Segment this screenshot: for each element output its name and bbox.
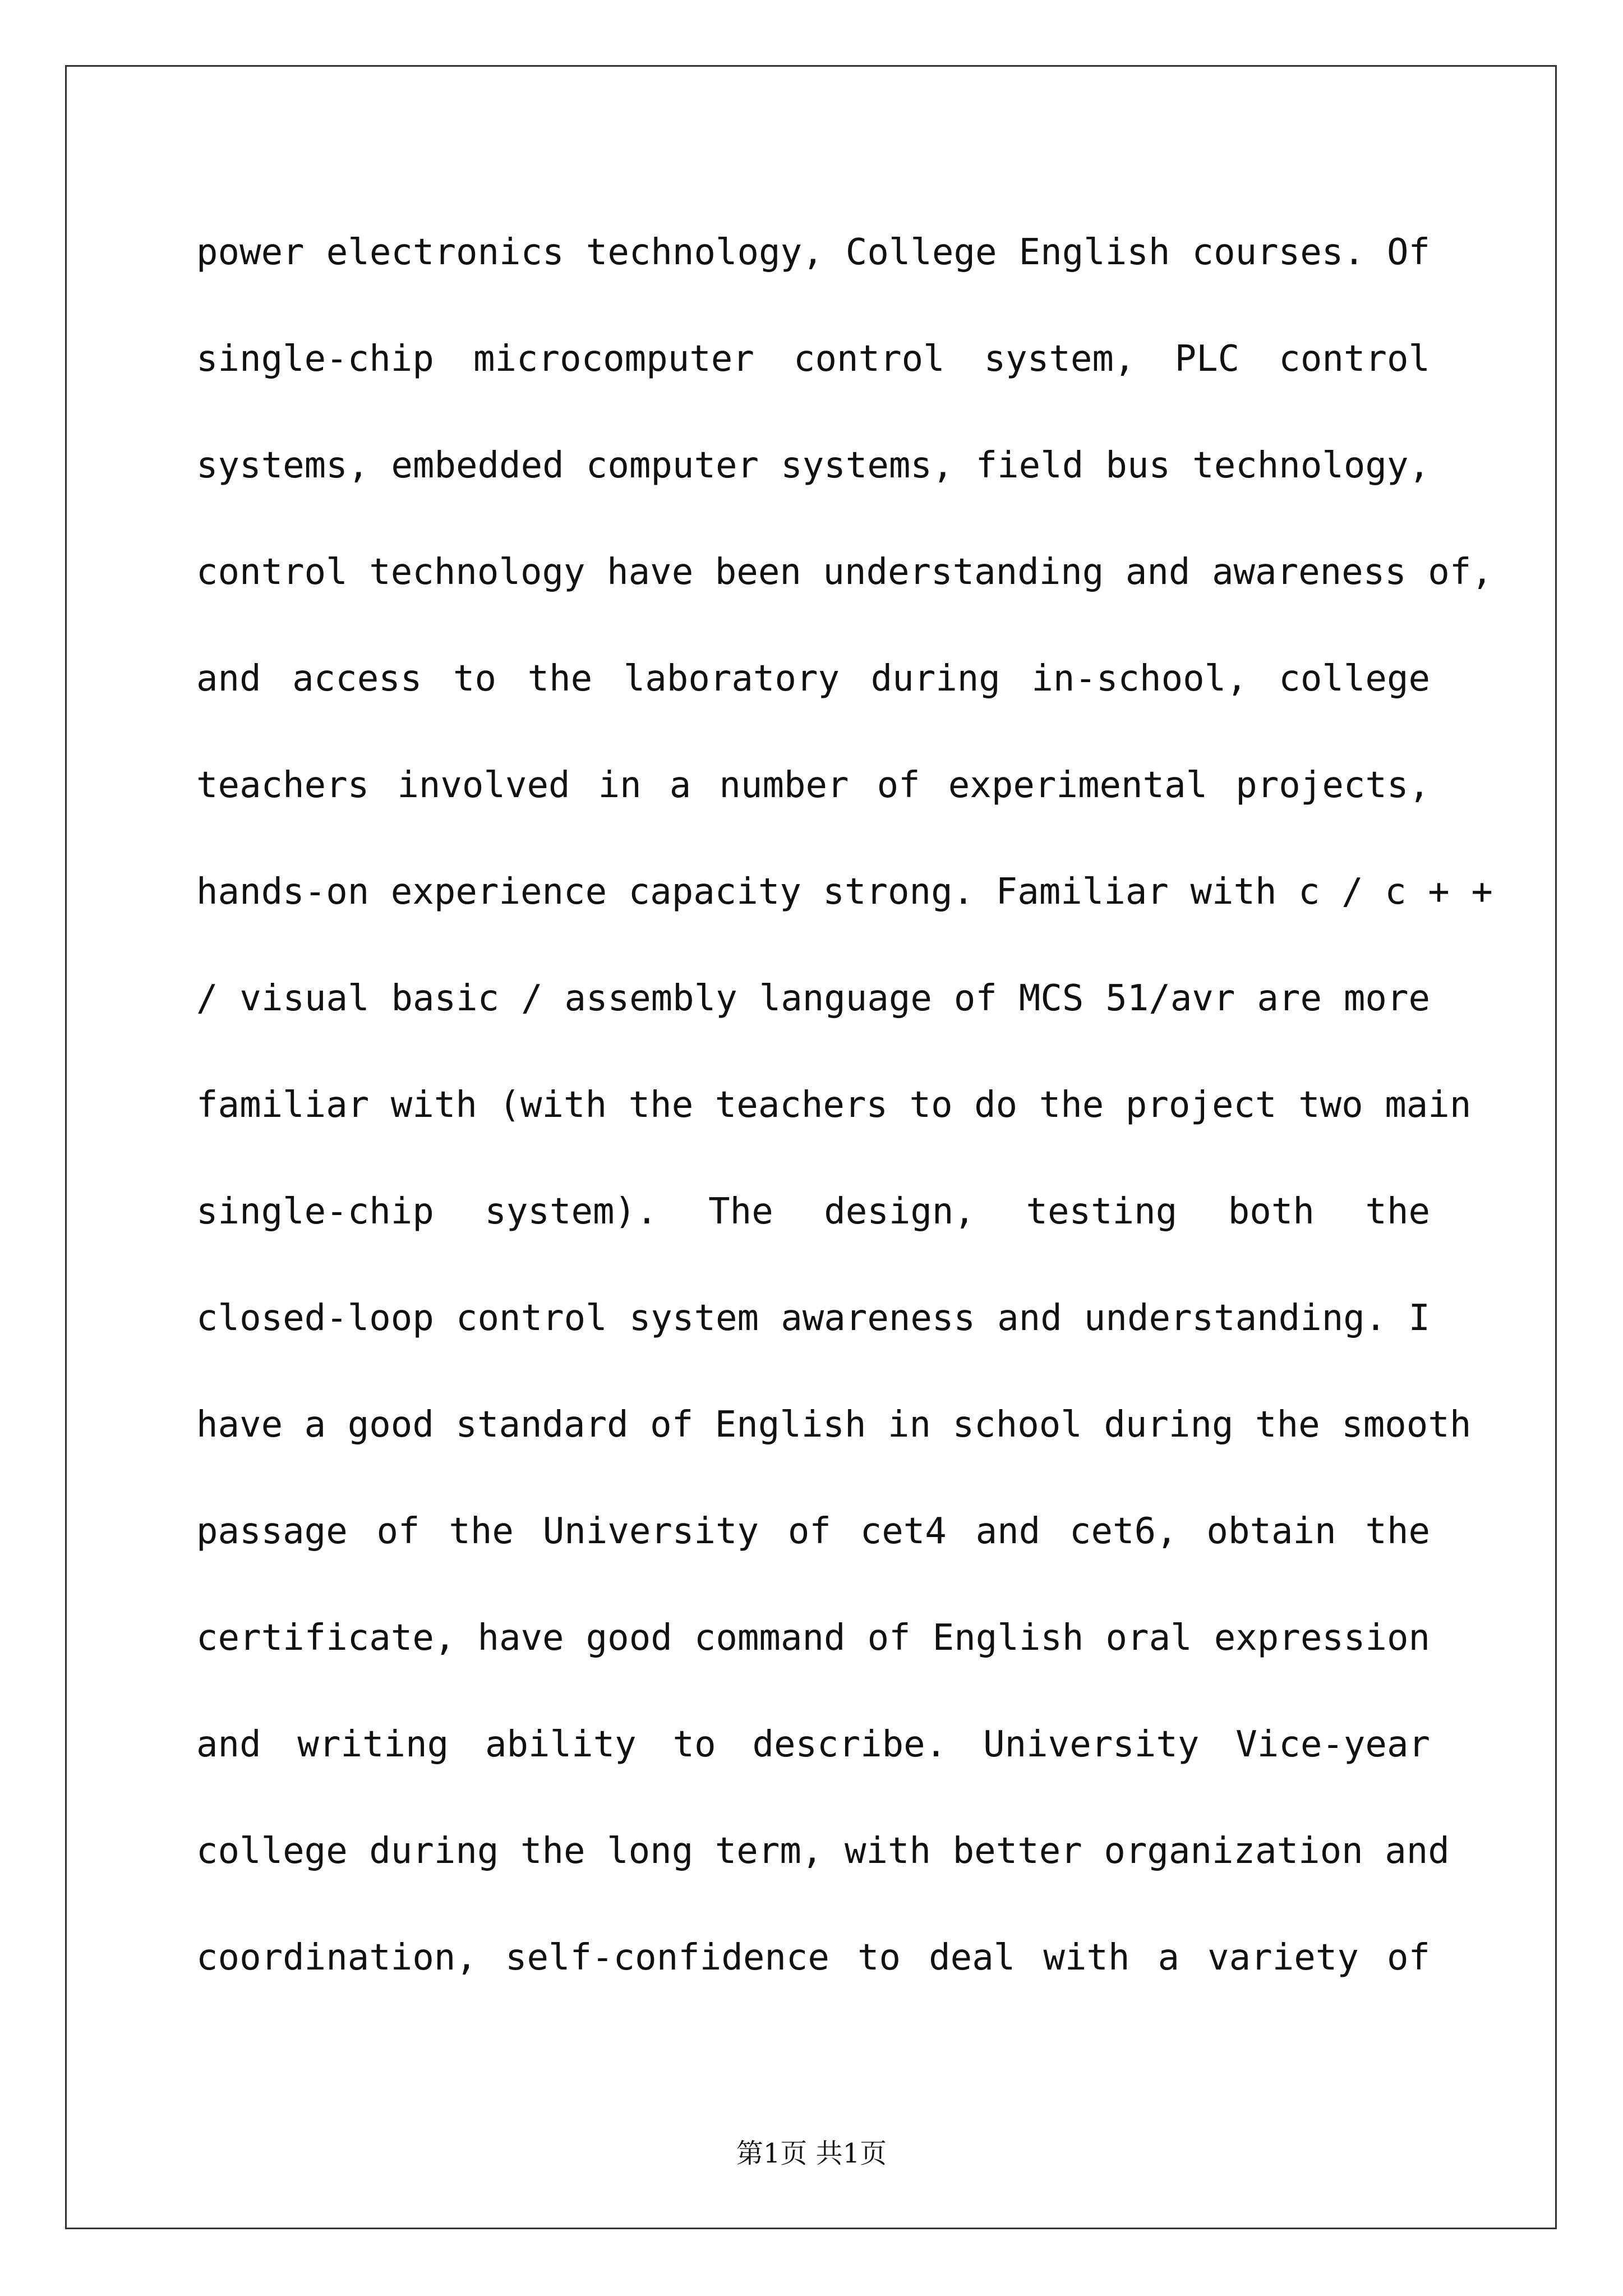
text-line: single-chip microcomputer control system, PLC control — [196, 338, 1430, 380]
text-line: familiar with (with the teachers to do the project two main — [196, 1084, 1472, 1126]
text-line: and access to the laboratory during in-school, college — [196, 658, 1430, 700]
text-line: certificate, have good command of English oral expression — [196, 1617, 1430, 1659]
text-line: college during the long term, with better organization and — [196, 1830, 1450, 1872]
text-line: systems, embedded computer systems, field bus technology, — [196, 445, 1430, 486]
text-line: single-chip system). The design, testing both the — [196, 1191, 1430, 1232]
text-line: / visual basic / assembly language of MCS 51/avr are more — [196, 978, 1430, 1019]
text-line: passage of the University of cet4 and cet6, obtain the — [196, 1511, 1430, 1552]
text-line: control technology have been understanding and awareness of, — [196, 551, 1493, 593]
document-body — [196, 219, 1493, 2031]
text-line: hands-on experience capacity strong. Familiar with c / c + + — [196, 871, 1493, 913]
page-number-footer: 第1页 共1页 — [736, 2138, 887, 2169]
text-line: have a good standard of English in school during the smooth — [196, 1404, 1472, 1446]
text-line: closed-loop control system awareness and understanding. I — [196, 1297, 1430, 1339]
text-line: coordination, self-confidence to deal with a variety of — [196, 1937, 1430, 1978]
text-line: power electronics technology, College English courses. Of — [196, 232, 1430, 273]
text-line: and writing ability to describe. University Vice-year — [196, 1724, 1430, 1765]
text-line: teachers involved in a number of experimental projects, — [196, 765, 1430, 806]
